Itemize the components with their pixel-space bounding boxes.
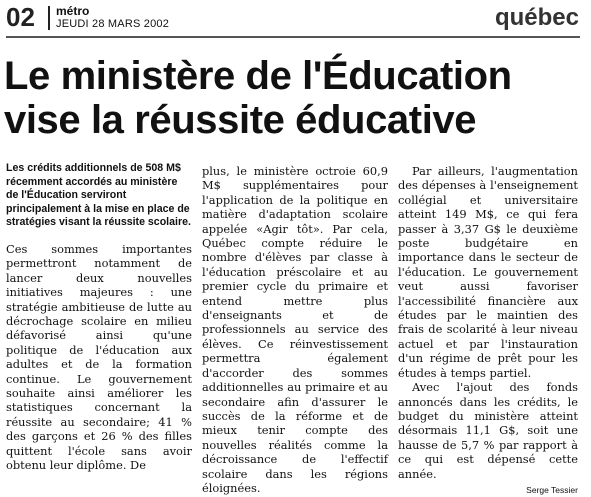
headline-line-2: vise la réussite éducative [4, 98, 477, 142]
article-byline: Serge Tessier [526, 484, 578, 495]
column-3-paragraph-1: Par ailleurs, l'augmentation des dépenses à l'enseignement collégial et universitaire atteint 149 M$, ce qui fera passer à 3,37 G$ le deuxième poste budgétaire en importance dans le secteur de l'éducation. Le gouvernement veut aussi favoriser l'accessibilité financière aux études par le maintien des frais de scolarité à leur niveau actuel et par l'instauration d'un régime de prêt pour les études à temps partiel. [398, 164, 578, 380]
column-2-body: plus, le ministère octroie 60,9 M$ supplémentaires pour l'application de la politique en matière d'adaptation scolaire appelée «Agir tôt». Par cela, Québec compte réduire le nombre d'élèves par classe à l'éducation préscolaire et au premier cycle du primaire et entend mettre plus d'enseignants et de professionnels au service des élèves. Ce réinvestissement permettra également d'accorder des sommes additionnelles au primaire et au secondaire afin d'assurer le succès de la réforme et de mieux tenir compte des nouvelles réalités comme la décroissance de l'effectif scolaire dans les régions éloignées. [202, 164, 388, 495]
article-column-3 [398, 164, 578, 495]
column-1-body: Ces sommes importantes permettront notamment de lancer deux nouvelles initiatives majeures : une stratégie ambitieuse de lutte au décrochage scolaire en milieu défavorisé ainsi qu'une politique de l'éducation aux adultes et de la formation continue. Le gouvernement souhaite ainsi améliorer les statistiques concernant la réussite au secondaire; 41 % des garçons et 26 % des filles quittent l'école sans avoir obtenu leur diplôme. De [6, 241, 192, 473]
article-column-2 [202, 164, 388, 495]
paper-name: métro [56, 4, 90, 18]
issue-date: JEUDI 28 MARS 2002 [56, 18, 170, 30]
article-lead: Les crédits additionnels de 508 M$ récemment accordés au ministère de l'Éducation serviront principalement à la mise en place de stratégies visant la réussite scolaire. [6, 162, 191, 229]
column-3-paragraph-2: Avec l'ajout des fonds annoncés dans les crédits, le budget du ministère atteint désormais 11,1 G$, soit une hausse de 5,7 % par rapport à ce qui est dépensé cette année. [398, 380, 578, 481]
page-number: 02 [6, 2, 35, 32]
masthead [0, 0, 591, 40]
article-column-1 [6, 162, 192, 473]
section-name: québec [494, 4, 579, 31]
article-headline [4, 54, 588, 142]
headline-line-1: Le ministère de l'Éducation [4, 54, 512, 98]
masthead-divider [48, 6, 50, 30]
masthead-rule [6, 36, 580, 38]
